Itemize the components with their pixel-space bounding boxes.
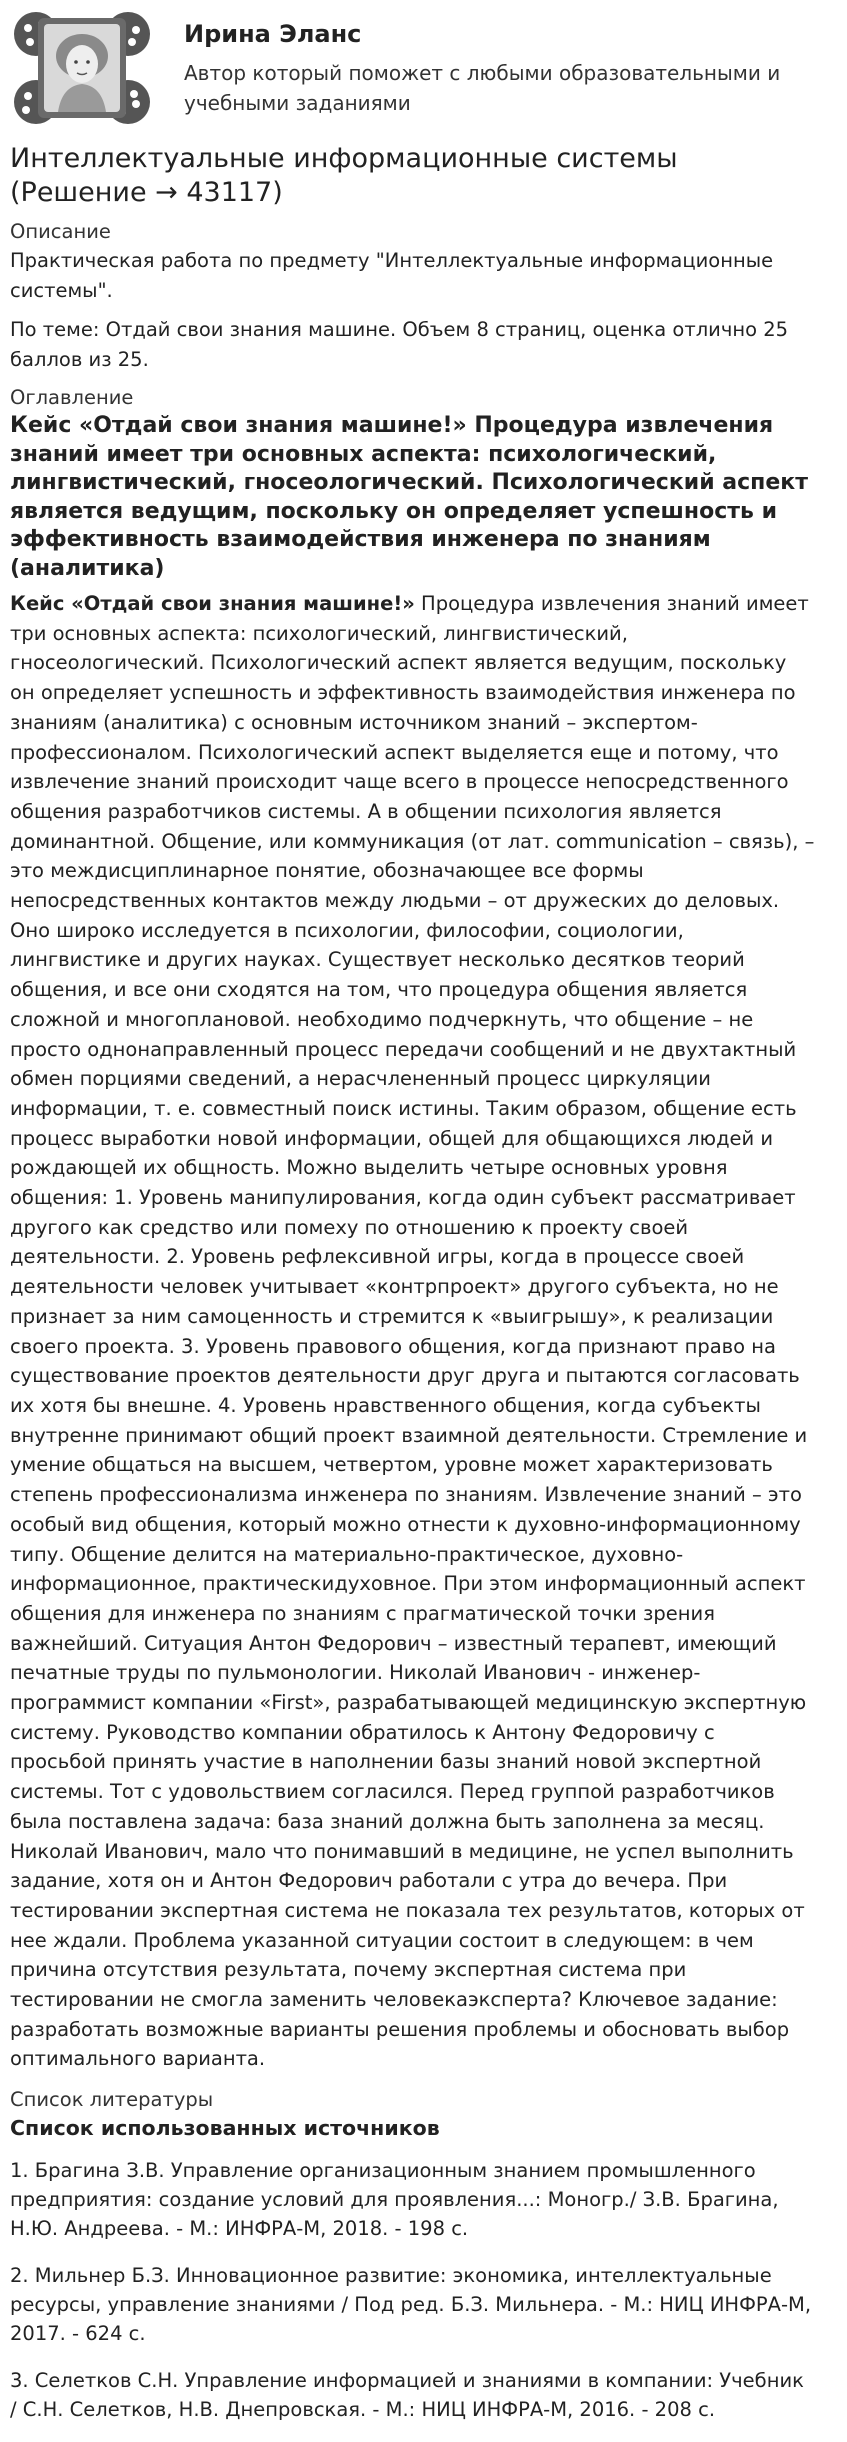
literature-heading: Список использованных источников [10, 2116, 440, 2141]
case-body-lead: Кейс «Отдай свои знания машине!» [10, 592, 415, 615]
description-text: Практическая работа по предмету "Интеллектуальные информационные системы". [10, 249, 774, 302]
reference-item: 1. Брагина З.В. Управление организационным знанием промышленного предприятия: создание условий для проявления...: Моногр./ З.В. Брагина, Н.Ю. Андреева. - М.: ИНФРА-М, 2018. - 198 с. [10, 2159, 779, 2241]
author-name[interactable]: Ирина Эланс [184, 20, 362, 48]
author-avatar[interactable] [10, 8, 155, 128]
case-body [10, 589, 815, 2074]
case-heading: Кейс «Отдай свои знания машине!» Процедура извлечения знаний имеет три основных аспекта: психологический, лингвистический, гносеологический. Психологический аспект является ведущим, поскольку он определяет успешность и эффективность взаимодействия инженера по знаниям (аналитика) [10, 413, 808, 581]
case-body-text: Процедура извлечения знаний имеет три основных аспекта: психологический, лингвистический, гносеологический. Психологический аспект является ведущим, поскольку он определяет успешность и эффективность взаимодействия инженера по знаниям (аналитика) с основным источником знаний – экспертом-профессионалом. Психологический аспект выделяется еще и потому, что извлечение знаний происходит чаще всего в процессе непосредственного общения разработчиков системы. А в общении психология является доминантной. Общение, или коммуникация (от лат. communication – связь), – это междисциплинарное понятие, обозначающее все формы непосредственных контактов между людьми – от дружеских до деловых. Оно широко исследуется в психологии, философии, социологии, лингвистике и других науках. Существует несколько десятков теорий общения, и все они сходятся на том, что процедура общения является сложной и многоплановой. необходимо подчеркнуть, что общение – не просто однонаправленный процесс передачи сообщений и не двухтактный обмен порциями сведений, а нерасчлененный процесс циркуляции информации, т. е. совместный поиск истины. Таким образом, общение есть процесс выработки новой информации, общей для общающихся людей и рождающей их общность. Можно выделить четыре основных уровня общения: 1. Уровень манипулирования, когда один субъект рассматривает другого как средство или помеху по отношению к проекту своей деятельности. 2. Уровень рефлексивной игры, когда в процессе своей деятельности человек учитывает «контрпроект» другого субъекта, но не признает за ним самоценность и стремится к «выигрышу», к реализации своего проекта. 3. Уровень правового общения, когда признают право на существование проектов деятельности друг друга и пытаются согласовать их хотя бы внешне. 4. Уровень нравственного общения, когда субъекты внутренне принимают общий проект взаимной деятельности. Стремление и умение общаться на высшем, четвертом, уровне может характеризовать степень профессионализма инженера по знаниям. Извлечение знаний – это особый вид общения, который можно отнести к духовно-информационному типу. Общение делится на материально-практическое, духовно-информационное, практическидуховное. При этом информационный аспект общения для инженера по знаниям с прагматической точки зрения важнейший. Ситуация Антон Федорович – известный терапевт, имеющий печатные труды по пульмонологии. Николай Иванович - инженер-программист компании «First», разрабатывающей медицинскую экспертную систему. Руководство компании обратилось к Антону Федоровичу с просьбой принять участие в наполнении базы знаний новой экспертной системы. Тот с удовольствием согласился. Перед группой разработчиков была поставлена задача: база знаний должна быть заполнена за месяц. Николай Иванович, мало что понимавший в медицине, не успел выполнить задание, хотя он и Антон Федорович работали с утра до вечера. При тестировании экспертная система не показала тех результатов, которых от нее ждали. Проблема указанной ситуации состоит в следующем: в чем причина отсутствия результата, почему экспертная система при тестировании не смогла заменить человекаэксперта? Ключевое задание: разработать возможные варианты решения проблемы и обосновать выбор оптимального варианта. [10, 592, 815, 2071]
reference-item: 2. Мильнер Б.З. Инновационное развитие: экономика, интеллектуальные ресурсы, управление знаниями / Под ред. Б.З. Мильнера. - М.: НИЦ ИНФРА-М, 2017. - 624 с. [10, 2264, 812, 2346]
author-card [10, 8, 837, 128]
author-description: Автор который поможет с любыми образовательными и учебными заданиями [184, 61, 781, 115]
work-content [10, 142, 815, 2442]
reference-item: 3. Селетков С.Н. Управление информацией и знаниями в компании: Учебник / С.Н. Селетков, Н.В. Днепровская. - М.: НИЦ ИНФРА-М, 2016. - 208 с. [10, 2369, 804, 2422]
topic-text: По теме: Отдай свои знания машине. Объем 8 страниц, оценка отлично 25 баллов из 25. [10, 318, 789, 371]
description-label: Описание [10, 220, 111, 243]
literature-label: Список литературы [10, 2088, 214, 2112]
toc-label: Оглавление [10, 386, 134, 409]
film-reel-portrait-avatar-icon [10, 8, 155, 128]
work-title: Интеллектуальные информационные системы (Решение → 43117) [10, 143, 678, 208]
